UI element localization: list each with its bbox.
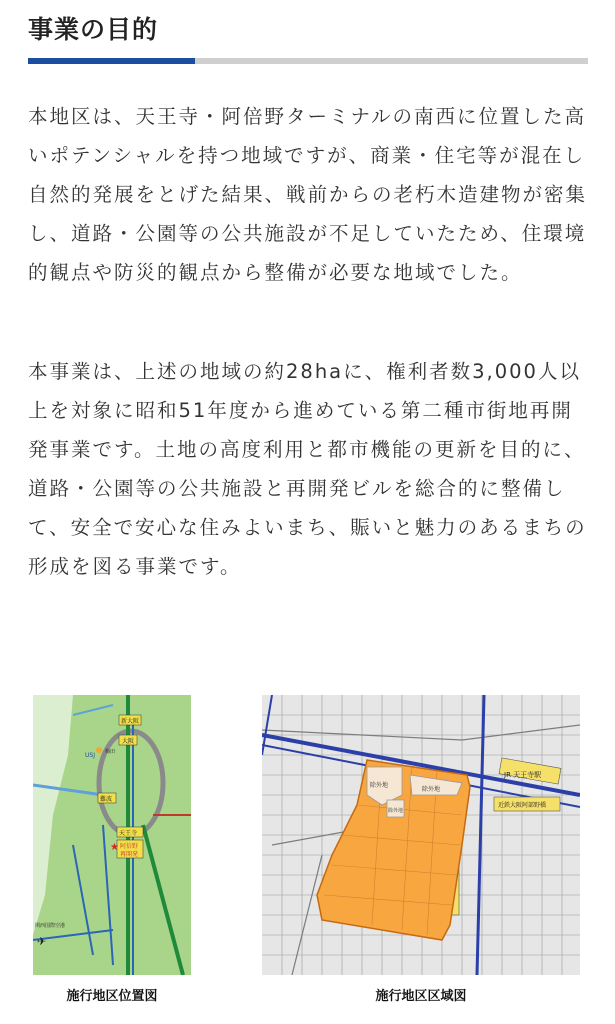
title-underline-accent — [28, 58, 195, 64]
label-tennoji: 天王寺 — [119, 830, 138, 837]
paragraph-project-description: 本事業は、上述の地域の約28haに、権利者数3,000人以上を対象に昭和51年度から進めている第二種市街地再開発事業です。土地の高度利用と都市機能の更新を目的に、道路・公園等の公共施設と再開発ビルを総合的に整備して、安全で安心な住みよいまち、賑いと魅力のあるまちの形成を図る事業です。 — [28, 360, 587, 578]
star-icon: ★ — [110, 842, 119, 853]
label-kix: 関西国際空港 — [35, 923, 66, 929]
location-map-caption: 施行地区位置図 — [66, 989, 158, 1004]
airplane-icon: ✈ — [37, 935, 47, 948]
area-map-image — [262, 695, 580, 975]
label-namba: 難波 — [100, 796, 113, 803]
location-map-image — [33, 695, 191, 975]
area-map-figure — [262, 695, 580, 975]
title-underline — [28, 58, 588, 64]
label-shin-osaka: 新大阪 — [121, 718, 140, 725]
section-title: 事業の目的 — [28, 15, 159, 44]
label-abeno: 阿倍野 — [120, 843, 139, 850]
label-osaka: 大阪 — [122, 738, 135, 745]
label-district: 再開発 — [120, 851, 139, 858]
label-usj: USJ — [85, 752, 95, 759]
paragraph-district-overview: 本地区は、天王寺・阿倍野ターミナルの南西に位置した高いポテンシャルを持つ地域ですが、商業・住宅等が混在し自然的発展をとげた結果、戦前からの老朽木造建物が密集し、道路・公園等の公共施設が不足していたため、住環境的観点や防災的観点から整備が必要な地域でした。 — [28, 105, 588, 284]
label-umeda: 梅田 — [105, 749, 116, 755]
location-map-figure — [33, 695, 191, 975]
label-kintetsu: 近鉄大阪阿部野橋 — [498, 802, 547, 809]
label-jr-tennoji: JR 天王寺駅 — [504, 771, 542, 779]
usj-marker — [96, 747, 102, 753]
label-excluded-3: 除外地 — [388, 808, 404, 814]
area-map-caption: 施行地区区域図 — [375, 989, 467, 1004]
label-excluded-1: 除外地 — [370, 782, 389, 789]
label-excluded-2: 除外地 — [422, 786, 441, 793]
